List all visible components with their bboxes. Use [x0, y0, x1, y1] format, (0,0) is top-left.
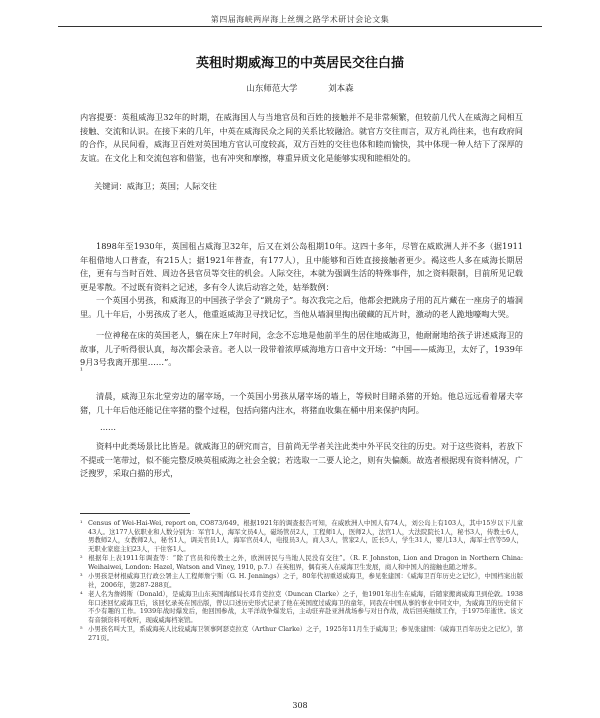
abstract: 内容提要：英租威海卫32年的时期，在威海国人与当地官员和百姓的接触并不是非常频繁，但较前几代人在威海之间相互接触、交流和认识。在接下来的几年，中英在威海民众之间的关系比较融洽。就官方交往而言，双方礼尚往来，也有政府间的合作，从民间看，威海卫百姓对英国地方官认可度较高，双方百姓的交往也体和睦而愉快，其中体现一种人结下了深厚的友谊。在文化上和交流包容和借鉴，也有冲突和摩擦，尊重异质文化是能够实现和睦相处的。 — [80, 112, 523, 164]
header-rule — [58, 26, 542, 27]
footnote-text: 根据年上表1911年调查等：“除了官员和传教士之外，欧洲居民与当地人民没有交往”。（R. F. Johnston, Lion and Dragon in Northern China: Weihaiwei, London: Hazel, Watson and Viney, 1910, p.7.）在英租界，偶有英人在威海卫生发展，商人和中国人的接触也随之增多。 — [88, 554, 523, 571]
running-header: 第四届海峡两岸海上丝绸之路学术研讨会论文集 — [210, 15, 390, 24]
body-paragraph: 一位神秘在床的英国老人，躺在床上7年时间，念念不忘地是他前半生的居住地威海卫，他耐耐地给孩子讲述威海卫的故事，儿子听得很认真，每次都会录音。老人以一段带着浓厚威海地方口音中文开场：“中国——威海卫，太好了，1939年9月3号我离开那里……”。 — [80, 330, 523, 368]
body-paragraph: 一个英国小男孩，和威海卫的中国孩子学会了“跳房子”。每次我完之后，他都会把跳房子用的瓦片藏在一座房子的墙洞里。几十年后，小男孩成了老人，他重返威海卫寻找记忆，当他从墙洞里掏出破藏的瓦片时，激动的老人跪地嚎啕大哭。 — [80, 295, 523, 319]
footnote — [80, 554, 523, 571]
body-paragraph: 1898年至1930年，英国租占威海卫32年，后又在刘公岛租期10年。这四十多年，尽管在威欧洲人并不多（据1911年租借地人口普查，有215人；据1921年普查，有177人），且中能够和百姓直接接触者更少。褐这些人多在威海长期居住，更有与当时百姓、周边各县官员等交往的机会。人际交往，本就为强调生活的特殊事件，加之资料限制，目前所见记载更是零散。不过既有资料之记述，多有令人读后动容之处，姑举数例： — [80, 241, 523, 293]
footnote-marker: ¹ — [80, 367, 83, 375]
footnote-text: 小男孩是材根威海卫行政公署主人工程师詹宁斯（G. H. Jennings）之子，80年代初重返威海卫，参见张建国：《威海卫百年历史之记忆》，中国档案出版社，2006年，第287-288页。 — [88, 572, 523, 589]
footnote-text: 小男孩名叫大卫，系威海英人比较威海卫领事阿瑟克拉克（Arthur Clarke）之子，1925年11月生于威海卫；参见张建国：《威海卫百年历史之记忆》，第271页。 — [88, 625, 523, 642]
article-title: 英租时期威海卫的中英居民交往白描 — [195, 56, 404, 71]
keywords: 关键词：威海卫；英国；人际交往 — [94, 181, 217, 191]
footnote-text: 老人名为詹姆斯（Donald），是威海卫山东英国海邮局长邓肯克拉克（Duncan Clarke）之子，他1901年出生在威海，后随家搬离威海卫到伦敦。1938年口述回忆威海卫后，该回忆录英在国出版，曾以口述历史形式记录了他在英国度过威海卫的童年，同我在中国从事的事业中同文中，为威海卫的历史留下不少有趣的工作。1939年战时爆发后，他回国参战，太平洋战争爆发后，主动驻弃赴亚洲战场参与对日作战，战后回英继续工作，于1975年逝世。该文有音频资料可收听，现威威海档案馆。 — [88, 590, 523, 624]
footnote-text: Census of Wei-Hai-Wei, report on, CO873/649。根据1921年的调查报告可知，在威欧洲人中国人有74人，刘公岛上有103人，其中15岁以下儿童43人。这177人依职业和人数分别为：军官1人，海军文员4人，磁场管员2人，工程师1人，医师2人，法官1人，大法院院长1人，秘书3人，传教士6人，男教师2人，女教师2人，秘书1人，调关官员1人，海军官员4人，电报员3人，商人3人，管家2人，匠长5人，学生31人，婴儿13人，海军士官等59人，无职业家庭主妇23人，干住客1人。 — [88, 519, 523, 553]
footnote-symbol: ² — [80, 554, 83, 562]
author-name: 刘本森 — [328, 84, 354, 94]
footnote — [80, 572, 523, 589]
author-line — [0, 82, 600, 94]
body-paragraph: 清晨，威海卫东北堂旁边的屠宰场，一个英国小男孩从屠宰场的墙上，等候时目睹杀猪的开始。他总远远看着屠夫宰猪，几十年后他还能记住宰猪的整个过程，包括向猪内注水，将猪血收集在桶中用来保护肉阿。 — [80, 391, 523, 415]
footnote-rule — [80, 513, 190, 514]
page-number: 308 — [292, 701, 308, 710]
body-paragraph: 资料中此类场景比比皆是。就威海卫的研究而言，目前尚无学者关注此类中外平民交往的历史。对于这些资料，若放下不提或一笔带过，似不能完整反映英租威海之社会全貌；若选取一二要人论之，则有失偏颇。故选者根据现有资料情况，广泛搜罗，采取白描的形式， — [80, 441, 523, 479]
footnote-symbol: ¹ — [80, 519, 83, 527]
footnote-symbol: ⁴ — [80, 590, 83, 598]
footnotes — [80, 519, 523, 643]
footnote-symbol: ⁵ — [80, 625, 83, 633]
footnote-symbol: ³ — [80, 572, 83, 580]
footnote — [80, 590, 523, 624]
ellipsis: …… — [100, 423, 116, 432]
author-affiliation: 山东师范大学 — [246, 84, 298, 94]
footnote — [80, 625, 523, 642]
footnote — [80, 519, 523, 553]
